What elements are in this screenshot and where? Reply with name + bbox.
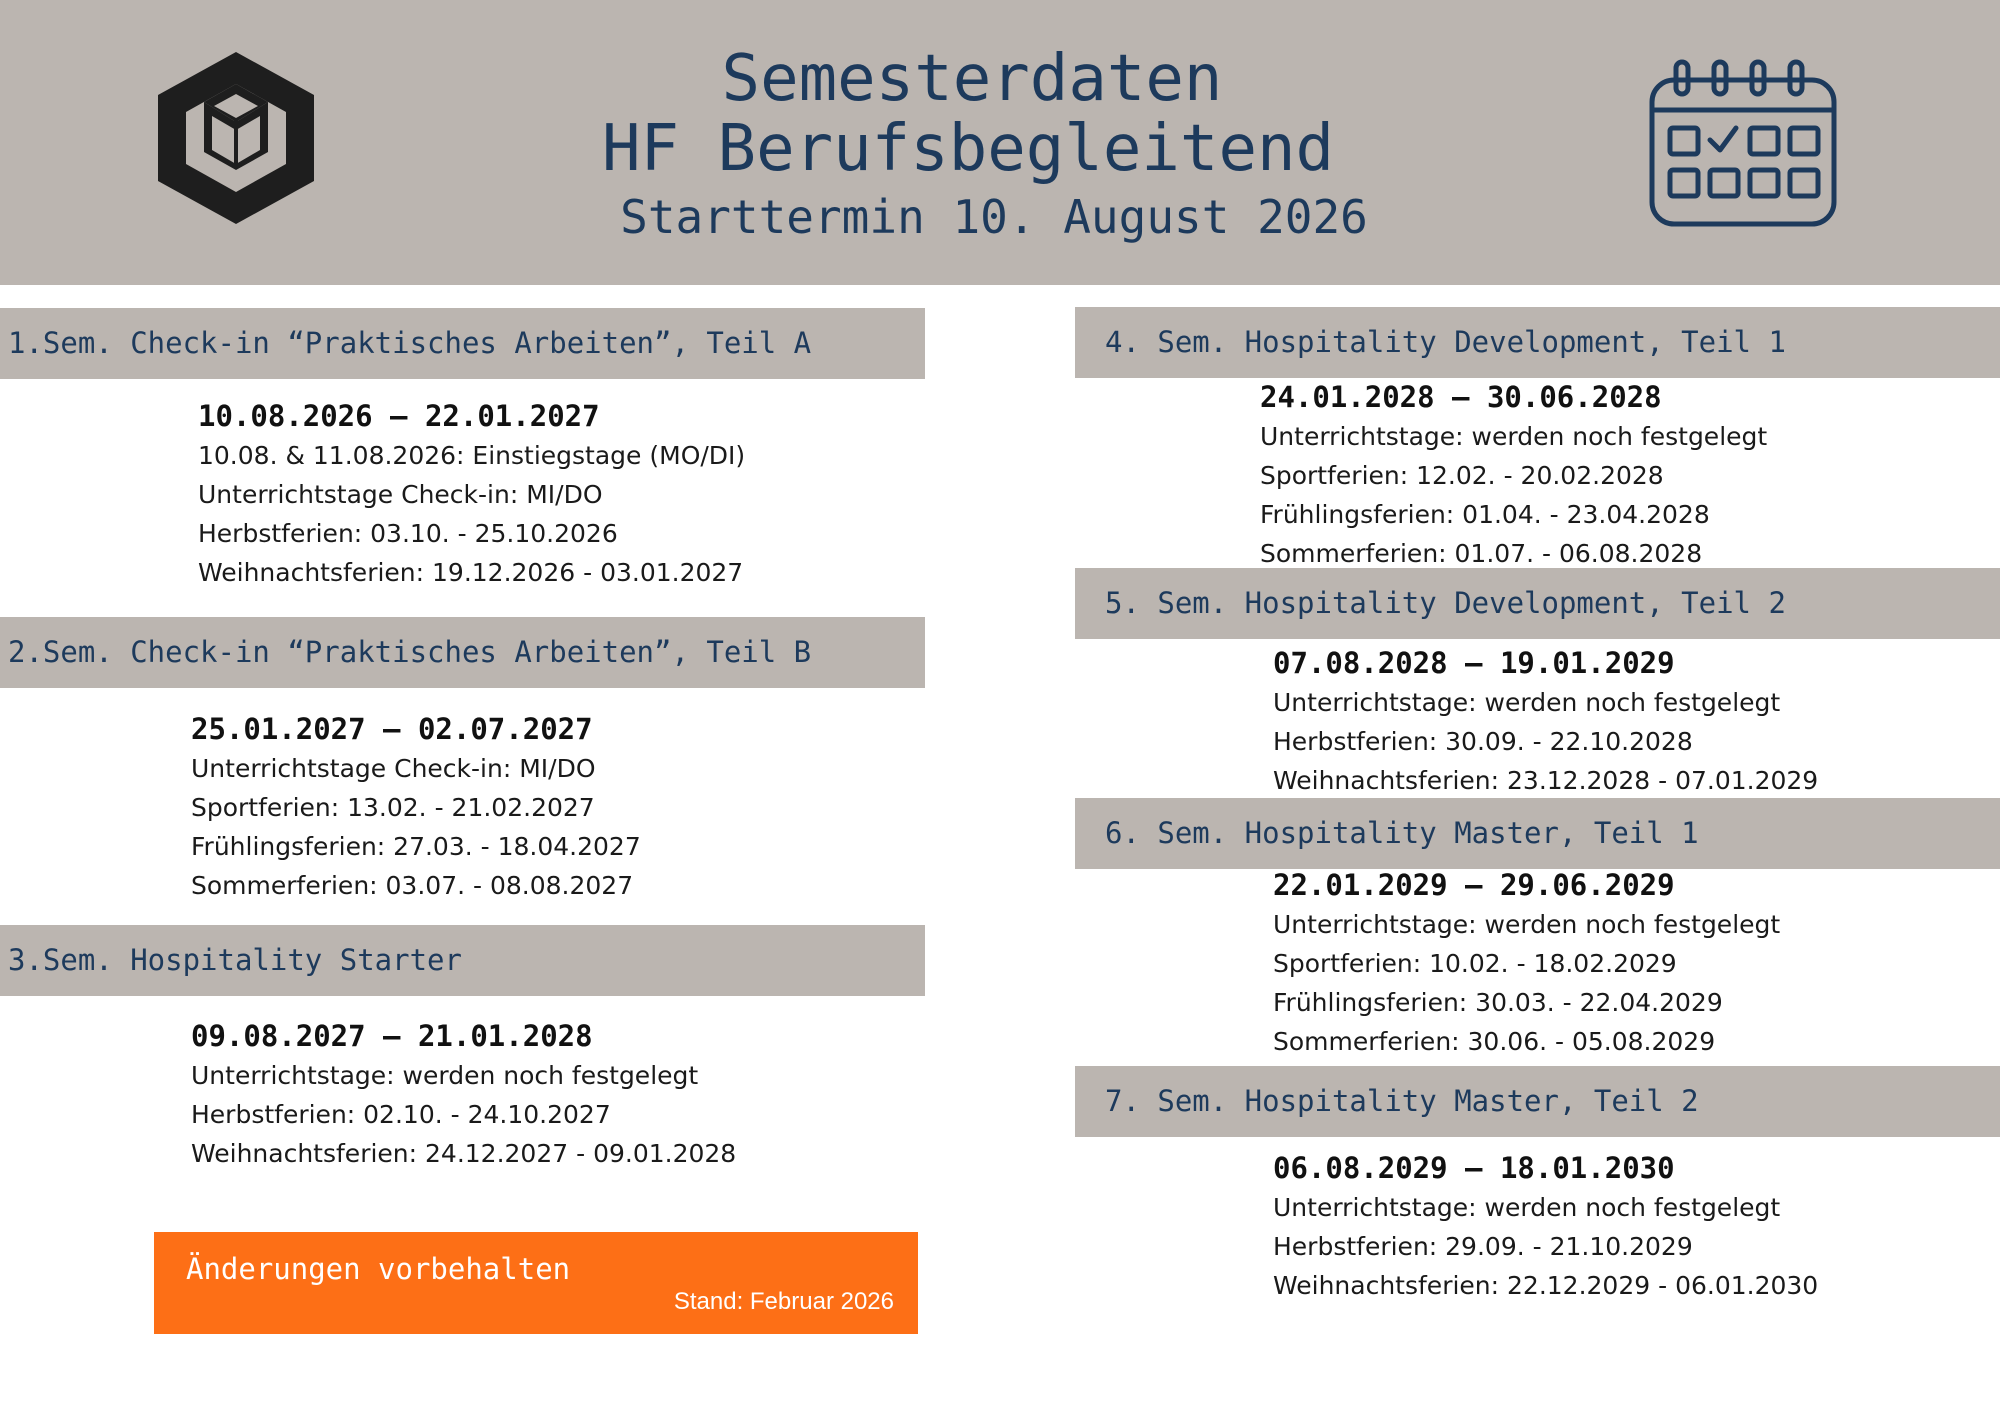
semester-5-line: Unterrichtstage: werden noch festgelegt [1273, 688, 1781, 717]
semester-7-line: Herbstferien: 29.09. - 21.10.2029 [1273, 1232, 1693, 1261]
calendar-icon [1648, 58, 1838, 228]
semester-6-line: Unterrichtstage: werden noch festgelegt [1273, 910, 1781, 939]
semester-2-date-range: 25.01.2027 – 02.07.2027 [191, 712, 593, 746]
page-title: Semesterdaten [721, 42, 1223, 116]
semester-2-line: Frühlingsferien: 27.03. - 18.04.2027 [191, 832, 641, 861]
semester-1-details [198, 396, 745, 592]
semester-7-date-range: 06.08.2029 – 18.01.2030 [1273, 1151, 1675, 1185]
semester-1-line: Herbstferien: 03.10. - 25.10.2026 [198, 519, 618, 548]
semester-3-line: Weihnachtsferien: 24.12.2027 - 09.01.2028 [191, 1139, 737, 1168]
semester-4-line: Sommerferien: 01.07. - 06.08.2028 [1260, 539, 1703, 568]
semester-1-line: Unterrichtstage Check-in: MI/DO [198, 480, 603, 509]
semester-7-line: Unterrichtstage: werden noch festgelegt [1273, 1193, 1781, 1222]
semester-2-line: Sportferien: 13.02. - 21.02.2027 [191, 793, 595, 822]
changes-reserved-notice [154, 1232, 918, 1334]
semester-3-line: Unterrichtstage: werden noch festgelegt [191, 1061, 699, 1090]
semester-5-date-range: 07.08.2028 – 19.01.2029 [1273, 646, 1675, 680]
semester-4-line: Sportferien: 12.02. - 20.02.2028 [1260, 461, 1664, 490]
semester-3-details [191, 1016, 736, 1173]
semester-1-line: 10.08. & 11.08.2026: Einstiegstage (MO/DI) [198, 441, 746, 470]
semester-1-line: Weihnachtsferien: 19.12.2026 - 03.01.2027 [198, 558, 744, 587]
semester-2-line: Sommerferien: 03.07. - 08.08.2027 [191, 871, 634, 900]
semester-2-heading: 2.Sem. Check-in “Praktisches Arbeiten”, Teil B [0, 617, 925, 688]
semester-4-details [1260, 377, 1767, 573]
page-title-program: HF Berufsbegleitend [601, 112, 1335, 186]
semester-3-date-range: 09.08.2027 – 21.01.2028 [191, 1019, 593, 1053]
semester-5-line: Weihnachtsferien: 23.12.2028 - 07.01.2029 [1273, 766, 1819, 795]
semester-6-heading: 6. Sem. Hospitality Master, Teil 1 [1075, 798, 2000, 869]
semester-6-line: Frühlingsferien: 30.03. - 22.04.2029 [1273, 988, 1723, 1017]
page-subtitle: Starttermin 10. August 2026 [620, 190, 1368, 244]
semester-6-line: Sportferien: 10.02. - 18.02.2029 [1273, 949, 1677, 978]
semester-1-heading: 1.Sem. Check-in “Praktisches Arbeiten”, Teil A [0, 308, 925, 379]
semester-4-line: Unterrichtstage: werden noch festgelegt [1260, 422, 1768, 451]
semester-3-line: Herbstferien: 02.10. - 24.10.2027 [191, 1100, 611, 1129]
semester-2-line: Unterrichtstage Check-in: MI/DO [191, 754, 596, 783]
semester-4-heading: 4. Sem. Hospitality Development, Teil 1 [1075, 307, 2000, 378]
semester-6-details [1273, 865, 1780, 1061]
semester-6-line: Sommerferien: 30.06. - 05.08.2029 [1273, 1027, 1716, 1056]
semester-2-details [191, 709, 641, 905]
semester-5-line: Herbstferien: 30.09. - 22.10.2028 [1273, 727, 1693, 756]
header-banner [0, 0, 2000, 285]
semester-7-heading: 7. Sem. Hospitality Master, Teil 2 [1075, 1066, 2000, 1137]
semester-5-details [1273, 643, 1818, 800]
semester-7-line: Weihnachtsferien: 22.12.2029 - 06.01.2030 [1273, 1271, 1819, 1300]
notice-title: Änderungen vorbehalten [186, 1252, 571, 1286]
semester-4-date-range: 24.01.2028 – 30.06.2028 [1260, 380, 1662, 414]
semester-4-line: Frühlingsferien: 01.04. - 23.04.2028 [1260, 500, 1710, 529]
semester-5-heading: 5. Sem. Hospitality Development, Teil 2 [1075, 568, 2000, 639]
notice-stand-date: Stand: Februar 2026 [673, 1288, 894, 1315]
semester-6-date-range: 22.01.2029 – 29.06.2029 [1273, 868, 1675, 902]
semester-7-details [1273, 1148, 1818, 1305]
semester-3-heading: 3.Sem. Hospitality Starter [0, 925, 925, 996]
semester-1-date-range: 10.08.2026 – 22.01.2027 [198, 399, 600, 433]
